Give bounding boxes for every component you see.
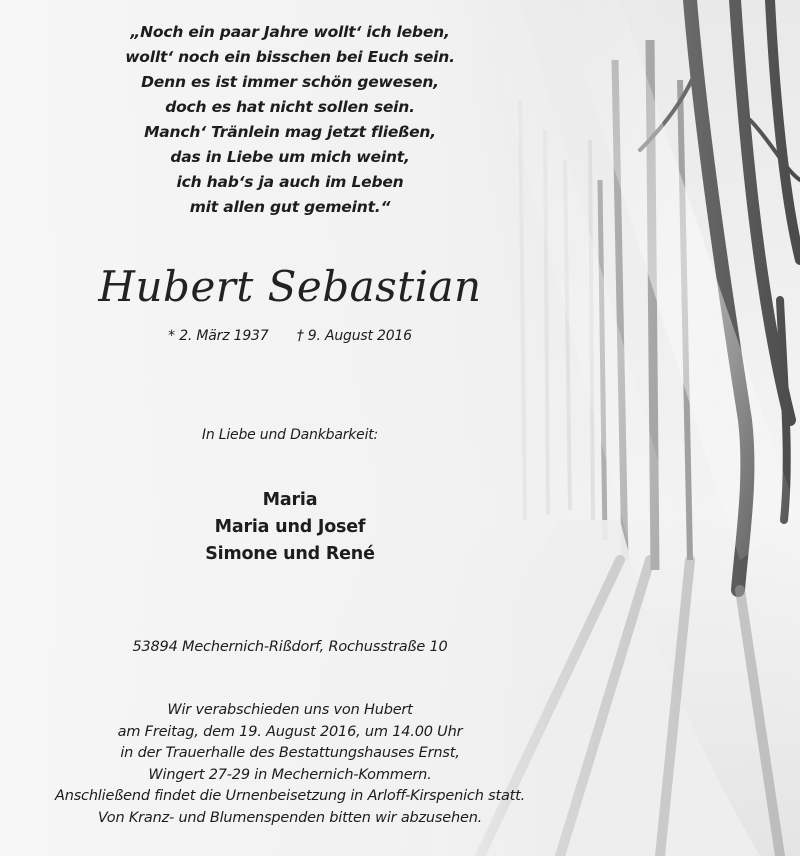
death-date: † 9. August 2016 [296,328,412,344]
family-name: Simone und René [205,544,375,564]
birth-date: * 2. März 1937 [168,328,269,344]
family-names [0,487,580,568]
farewell-notice [0,700,580,829]
poem-line: mit allen gut gemeint.“ [189,198,391,216]
poem-line: „Noch ein paar Jahre wollt‘ ich leben, [130,23,450,41]
farewell-line: Anschließend findet die Urnenbeisetzung in Arloff-Kirspenich statt. [54,788,526,804]
gratitude-line: In Liebe und Dankbarkeit: [201,427,379,443]
deceased-name: Hubert Sebastian [98,262,482,311]
poem-line: Denn es ist immer schön gewesen, [141,73,439,91]
poem-line: das in Liebe um mich weint, [170,148,410,166]
farewell-line: am Freitag, dem 19. August 2016, um 14.00 Uhr [117,723,463,740]
poem-line: doch es hat nicht sollen sein. [165,98,415,116]
poem-quote [0,20,580,220]
poem-line: wollt‘ noch ein bisschen bei Euch sein. [125,48,455,66]
farewell-line: Von Kranz- und Blumenspenden bitten wir abzusehen. [97,809,483,826]
family-name: Maria [262,490,318,510]
address: 53894 Mechernich-Rißdorf, Rochusstraße 10 [132,639,448,655]
farewell-line: Wir verabschieden uns von Hubert [167,702,413,718]
family-name: Maria und Josef [214,517,366,537]
poem-line: Manch‘ Tränlein mag jetzt fließen, [144,123,436,141]
farewell-line: in der Trauerhalle des Bestattungshauses Ernst, [120,745,460,761]
farewell-line: Wingert 27-29 in Mechernich-Kommern. [148,766,432,783]
poem-line: ich hab‘s ja auch im Leben [176,173,404,191]
life-dates [0,326,580,346]
